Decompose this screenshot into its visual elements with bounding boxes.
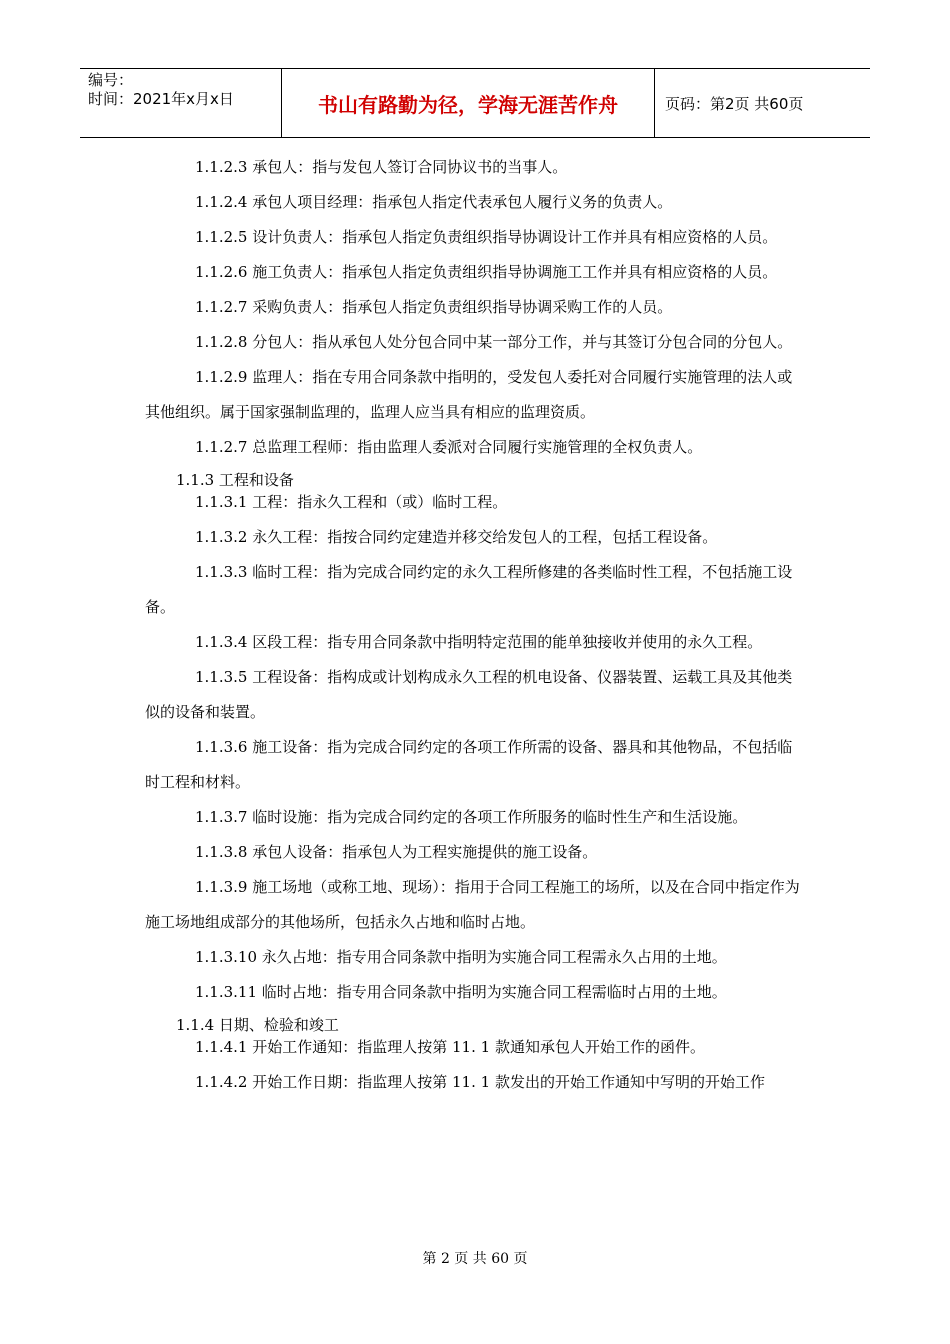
section-heading: 1.1.3 工程和设备 (176, 471, 294, 489)
document-date-label: 时间：2021年x月x日 (88, 90, 234, 108)
paragraph: 1.1.3.9 施工场地（或称工地、现场）：指用于合同工程施工的场所，以及在合同中指定作为施工场地组成部分的其他场所，包括永久占地和临时占地。 (145, 878, 800, 931)
paragraph: 1.1.3.5 工程设备：指构成或计划构成永久工程的机电设备、仪器装置、运载工具及其他类似的设备和装置。 (145, 668, 793, 721)
paragraph: 1.1.2.7 采购负责人：指承包人指定负责组织指导协调采购工作的人员。 (195, 298, 673, 316)
paragraph: 1.1.3.1 工程：指永久工程和（或）临时工程。 (195, 493, 508, 511)
paragraph: 1.1.3.8 承包人设备：指承包人为工程实施提供的施工设备。 (195, 843, 598, 861)
paragraph: 1.1.2.7 总监理工程师：指由监理人委派对合同履行实施管理的全权负责人。 (195, 438, 703, 456)
paragraph: 1.1.2.9 监理人：指在专用合同条款中指明的，受发包人委托对合同履行实施管理的法人或其他组织。属于国家强制监理的，监理人应当具有相应的监理资质。 (145, 368, 793, 421)
document-body (145, 150, 807, 1100)
paragraph: 1.1.2.6 施工负责人：指承包人指定负责组织指导协调施工工作并具有相应资格的人员。 (195, 263, 778, 281)
paragraph: 1.1.2.8 分包人：指从承包人处分包合同中某一部分工作，并与其签订分包合同的分包人。 (195, 333, 793, 351)
document-header (80, 68, 870, 138)
paragraph: 1.1.2.4 承包人项目经理：指承包人指定代表承包人履行义务的负责人。 (195, 193, 673, 211)
header-meta (80, 69, 282, 137)
paragraph: 1.1.4.1 开始工作通知：指监理人按第 11. 1 款通知承包人开始工作的函件。 (195, 1038, 705, 1056)
paragraph: 1.1.3.6 施工设备：指为完成合同约定的各项工作所需的设备、器具和其他物品，不包括临时工程和材料。 (145, 738, 793, 791)
paragraph: 1.1.3.10 永久占地：指专用合同条款中指明为实施合同工程需永久占用的土地。 (195, 948, 727, 966)
paragraph: 1.1.2.3 承包人：指与发包人签订合同协议书的当事人。 (195, 158, 568, 176)
paragraph: 1.1.3.4 区段工程：指专用合同条款中指明特定范围的能单独接收并使用的永久工程。 (195, 633, 763, 651)
paragraph: 1.1.3.7 临时设施：指为完成合同约定的各项工作所服务的临时性生产和生活设施。 (195, 808, 748, 826)
paragraph: 1.1.3.3 临时工程：指为完成合同约定的永久工程所修建的各类临时性工程，不包括施工设备。 (145, 563, 793, 616)
header-page-info: 页码：第2页 共60页 (665, 94, 804, 113)
section-heading: 1.1.4 日期、检验和竣工 (176, 1016, 339, 1034)
paragraph: 1.1.3.11 临时占地：指专用合同条款中指明为实施合同工程需临时占用的土地。 (195, 983, 727, 1001)
paragraph: 1.1.3.2 永久工程：指按合同约定建造并移交给发包人的工程，包括工程设备。 (195, 528, 718, 546)
header-motto: 书山有路勤为径，学海无涯苦作舟 (282, 69, 655, 137)
page-footer: 第 2 页 共 60 页 (422, 1251, 528, 1267)
document-number-label: 编号： (88, 71, 134, 89)
paragraph: 1.1.4.2 开始工作日期：指监理人按第 11. 1 款发出的开始工作通知中写明的开始工作 (195, 1073, 765, 1091)
paragraph: 1.1.2.5 设计负责人：指承包人指定负责组织指导协调设计工作并具有相应资格的人员。 (195, 228, 778, 246)
